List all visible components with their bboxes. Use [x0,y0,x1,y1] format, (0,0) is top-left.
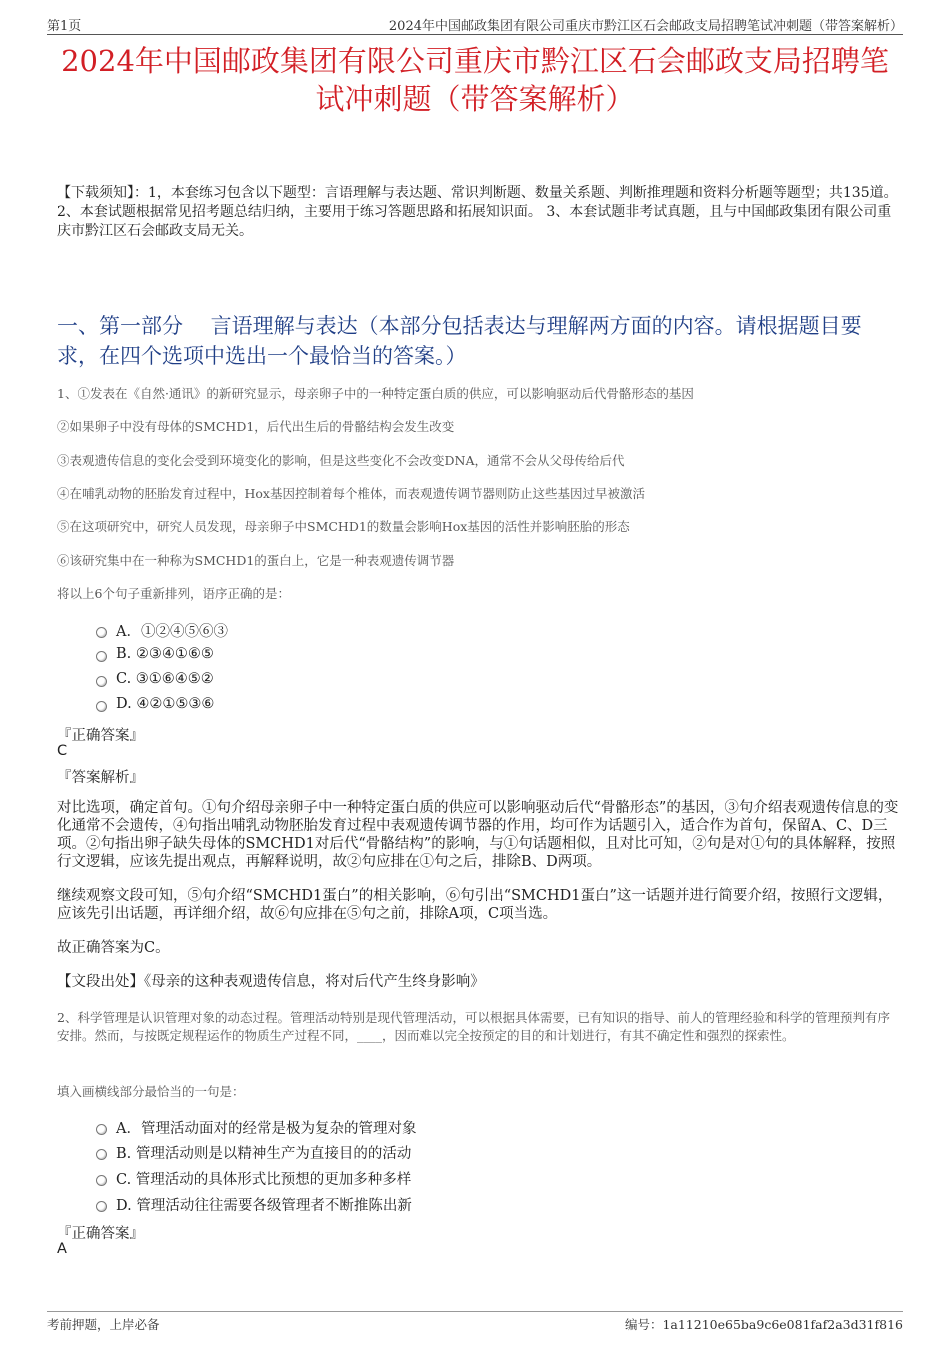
page-number: 第1页 [47,19,82,34]
radio-icon[interactable] [96,651,107,662]
radio-icon[interactable] [96,1124,107,1135]
q1-sentence-5: ⑤在这项研究中，研究人员发现，母亲卵子中SMCHD1的数量会影响Hox基因的活性并影响胚胎的形态 [57,519,630,534]
q2-option-d[interactable] [96,1194,412,1215]
q2-option-a[interactable] [96,1117,416,1138]
radio-icon[interactable] [96,627,107,638]
q1-sentence-1: 1、①发表在《自然·通讯》的新研究显示，母亲卵子中的一种特定蛋白质的供应，可以影响驱动后代骨骼形态的基因 [57,386,694,401]
radio-icon[interactable] [96,676,107,687]
q2-option-c[interactable] [96,1168,411,1189]
q1-option-b[interactable] [96,646,214,662]
q1-analysis-paragraph-1: 对比选项，确定首句。①句介绍母亲卵子中一种特定蛋白质的供应可以影响驱动后代“骨骼形态”的基因，③句介绍表观遗传信息的变化通常不会遗传，④句指出哺乳动物胚胎发育过程中表观遗传调节器的作用，均可作为话题引入，适合作为首句，保留A、C、D三项。②句指出卵子缺失母体的SMCHD1对后代“骨骼结构”的影响，与①句话题相似，且对比可知，②句是对①句的具体解释，按照行文逻辑，应该先提出观点，再解释说明，故②句应排在①句之后，排除B、D两项。 [57,800,899,870]
q2-stem: 2、科学管理是认识管理对象的动态过程。管理活动特别是现代管理活动，可以根据具体需要，已有知识的指导、前人的管理经验和科学的管理预判有序安排。然而，与按既定规程运作的物质生产过程不同，____，因而难以完全按预定的目的和计划进行，有其不确定性和强烈的探索性。 [57,1010,890,1043]
option-label: D. 管理活动往往需要各级管理者不断推陈出新 [116,1198,412,1214]
option-label: A．①②④⑤⑥③ [116,624,228,640]
q1-answer-label: 『正确答案』 [57,728,144,744]
option-label: A．管理活动面对的经常是极为复杂的管理对象 [116,1121,417,1137]
radio-icon[interactable] [96,1175,107,1186]
q1-analysis-label: 『答案解析』 [57,770,144,786]
option-label: B. ②③④①⑥⑤ [116,646,214,662]
q2-answer-value: A [57,1241,67,1257]
download-notice: 【下载须知】：1，本套练习包含以下题型：言语理解与表达题、常识判断题、数量关系题、判断推理题和资料分析题等题型；共135道。 2、本套试题根据常见招考题总结归纳，主要用于练习答题思路和拓展知识面。 3、本套试题非考试真题，且与中国邮政集团有限公司重庆市黔江区石会邮政支局无关。 [57,185,898,239]
header-doc-title: 2024年中国邮政集团有限公司重庆市黔江区石会邮政支局招聘笔试冲刺题（带答案解析） [388,19,903,34]
q1-source: 【文段出处】《母亲的这种表观遗传信息，将对后代产生终身影响》 [57,974,485,990]
q1-option-c[interactable] [96,671,214,687]
footer-slogan: 考前押题，上岸必备 [47,1317,160,1332]
q1-option-d[interactable] [96,696,214,712]
q1-answer-value: C [57,743,68,759]
footer-doc-id: 编号：1a11210e65ba9c6e081faf2a3d31f816 [624,1317,903,1332]
q1-sentence-4: ④在哺乳动物的胚胎发育过程中，Hox基因控制着每个椎体，而表观遗传调节器则防止这些基因过早被激活 [57,486,645,501]
option-label: B. 管理活动则是以精神生产为直接目的的活动 [116,1146,412,1162]
q1-analysis-paragraph-2: 继续观察文段可知，⑤句介绍“SMCHD1蛋白”的相关影响，⑥句引出“SMCHD1蛋白”这一话题并进行简要介绍，按照行文逻辑，应该先引出话题，再详细介绍，故⑥句应排在⑤句之前，排除A项，C项当选。 [57,888,893,922]
q2-prompt: 填入画横线部分最恰当的一句是： [57,1084,245,1099]
option-label: C. ③①⑥④⑤② [116,671,214,687]
option-label: C. 管理活动的具体形式比预想的更加多种多样 [116,1172,412,1188]
page-title: 2024年中国邮政集团有限公司重庆市黔江区石会邮政支局招聘笔试冲刺题（带答案解析） [61,44,889,116]
q1-prompt: 将以上6个句子重新排列，语序正确的是： [57,586,290,601]
radio-icon[interactable] [96,1201,107,1212]
radio-icon[interactable] [96,701,107,712]
q1-analysis-paragraph-3: 故正确答案为C。 [57,940,170,956]
option-label: D. ④②①⑤③⑥ [116,696,215,712]
q1-sentence-2: ②如果卵子中没有母体的SMCHD1，后代出生后的骨骼结构会发生改变 [57,419,455,434]
q1-sentence-3: ③表观遗传信息的变化会受到环境变化的影响，但是这些变化不会改变DNA，通常不会从父母传给后代 [57,453,625,468]
q1-option-a[interactable] [96,620,228,641]
q1-sentence-6: ⑥该研究集中在一种称为SMCHD1的蛋白上，它是一种表观遗传调节器 [57,553,455,568]
section-heading: 一、第一部分 言语理解与表达（本部分包括表达与理解两方面的内容。请根据题目要求，在四个选项中选出一个最恰当的答案。） [57,314,862,368]
header-divider [47,34,903,35]
radio-icon[interactable] [96,1149,107,1160]
q2-option-b[interactable] [96,1142,411,1163]
footer-divider [47,1311,903,1312]
q2-answer-label: 『正确答案』 [57,1226,144,1242]
